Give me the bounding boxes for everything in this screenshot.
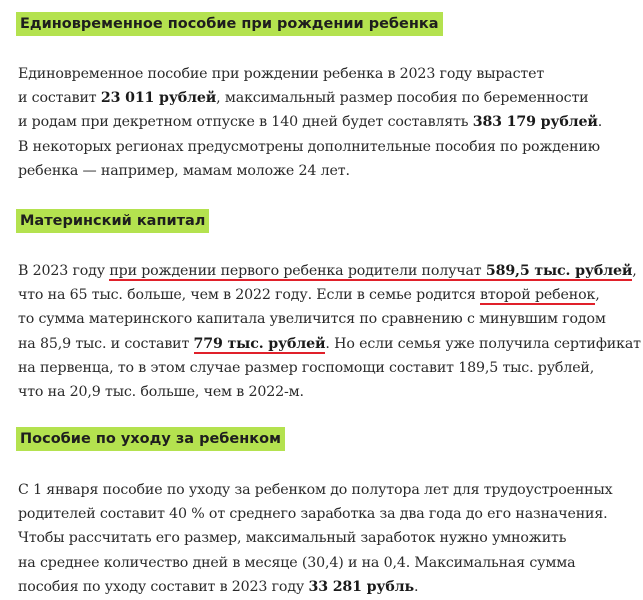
text-line: и составит 23 011 рублей, максимальный размер пособия по беременности [18,90,589,107]
text-line: ребенка — например, мамам моложе 24 лет. [18,162,350,179]
text-line: что на 65 тыс. больше, чем в 2022 году. Если в семье родится второй ребенок, [18,287,600,304]
amount-first-child: 589,5 тыс. рублей [485,263,633,279]
text-line: то сумма материнского капитала увеличится по сравнению с минувшим годом [18,311,606,328]
underlined-phrase-second-child: второй ребенок [480,287,596,304]
text-line: на первенца, то в этом случае размер госпомощи составит 189,5 тыс. рублей, [18,359,595,376]
amount-childcare: 33 281 рубль [308,578,415,595]
underlined-phrase-first-child: при рождении первого ребенка родители получат 589,5 тыс. рублей [109,263,633,279]
section-heading-lump-sum: Единовременное пособие при рождении ребенка [16,12,443,36]
section-heading-maternity-capital: Материнский капитал [16,209,209,233]
text-line: на среднее количество дней в месяце (30,4) и на 0,4. Максимальная сумма [18,554,576,571]
paragraph-childcare [18,478,612,599]
amount-lump-sum: 23 011 рублей [100,90,217,107]
text-line: на 85,9 тыс. и составит 779 тыс. рублей. Но если семья уже получила сертификат [18,335,641,352]
paragraph-lump-sum [18,62,602,183]
text-line: пособия по уходу составит в 2023 году 33 281 рубль. [18,578,419,595]
amount-second-child: 779 тыс. рублей [193,335,326,352]
section-heading-childcare: Пособие по уходу за ребенком [16,427,285,451]
text-line: и родам при декретном отпуске в 140 дней будет составлять 383 179 рублей. [18,114,603,131]
text-line: В некоторых регионах предусмотрены дополнительные пособия по рождению [18,138,600,155]
text-line: Чтобы рассчитать его размер, максимальный заработок нужно умножить [18,530,567,547]
text-line: что на 20,9 тыс. больше, чем в 2022-м. [18,384,304,401]
text-line: Единовременное пособие при рождении ребенка в 2023 году вырастет [18,66,545,82]
text-line: В 2023 году при рождении первого ребенка родители получат 589,5 тыс. рублей, [18,263,637,279]
amount-maternity: 383 179 рублей [472,114,598,131]
text-line: родителей составит 40 % от среднего заработка за два года до его назначения. [18,506,608,523]
text-line: С 1 января пособие по уходу за ребенком до полутора лет для трудоустроенных [18,482,613,498]
paragraph-maternity-capital [18,259,641,404]
